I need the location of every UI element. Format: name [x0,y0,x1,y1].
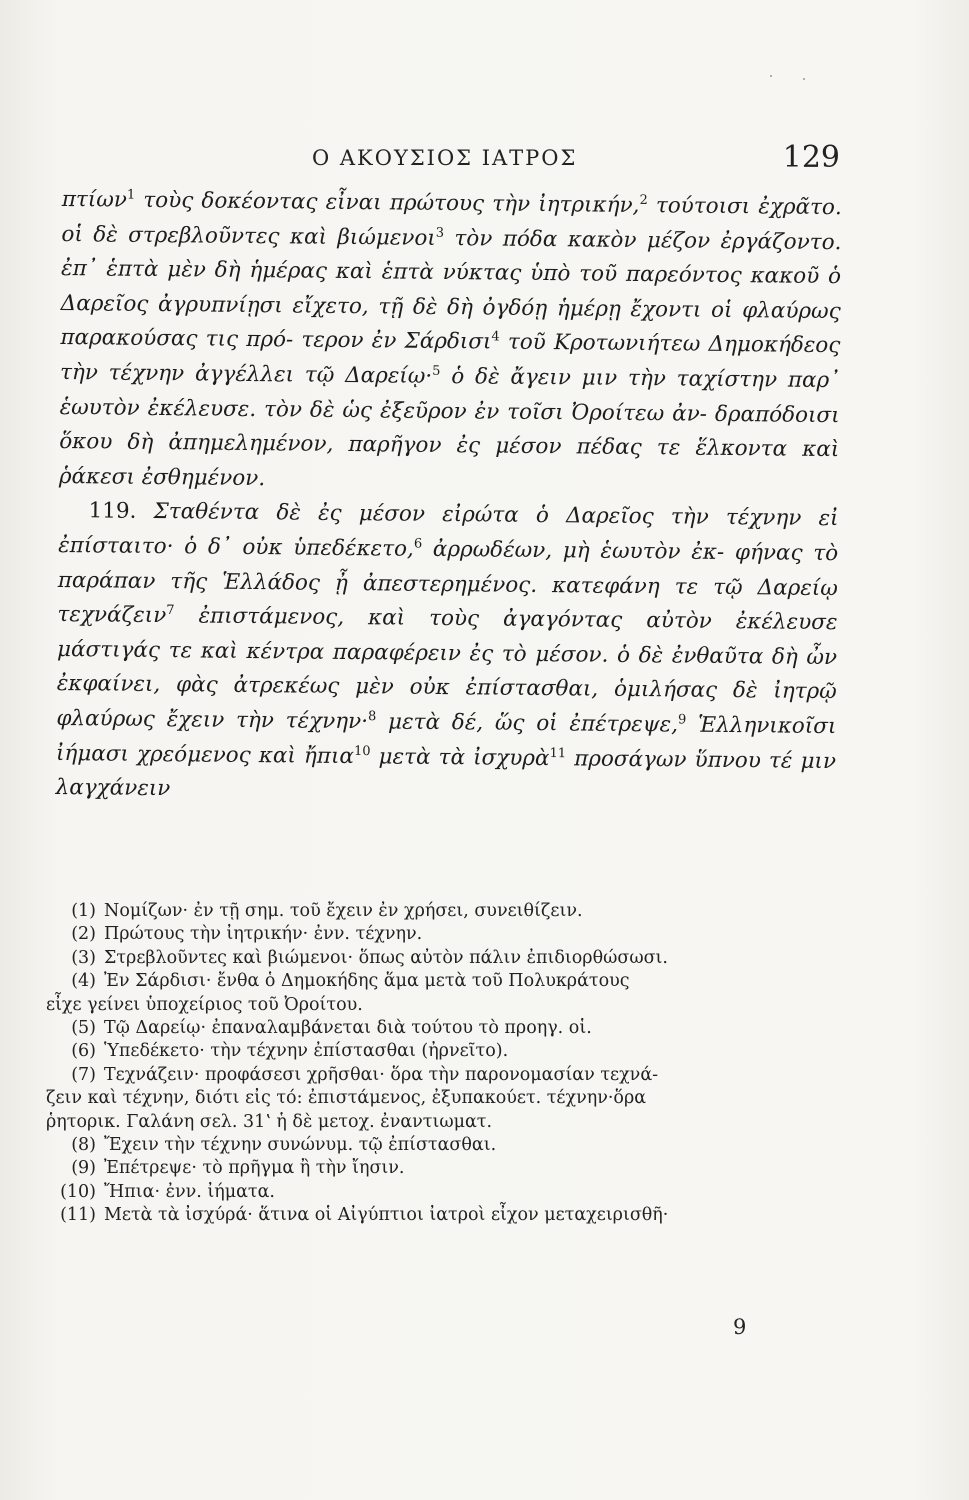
footnote-8: (8) Ἔχειν τὴν τέχνην συνώνυμ. τῷ ἐπίστασθαι. [71,1135,497,1156]
page-header [100,140,840,190]
paper-speck [770,75,772,77]
paper-speck [803,78,805,80]
paragraph-118-end: πτίων$^1$ τοὺς δοκέοντας εἶναι πρώτους τὴν ἰητρικήν,$^2$ τούτοισι ἐχρᾶτο. οἱ δὲ στρεβλοῦντες καὶ βιώμενοι$^3$ τὸν πόδα κακὸν μέζον ἐργάζοντο. ἐπ᾿ ἑπτὰ μὲν δὴ ἡμέρας καὶ ἑπτὰ νύκτας ὑπὸ τοῦ παρεόντος κακοῦ ὁ Δαρεῖος ἀγρυπνίῃσι εἴχετο, τῇ δὲ δὴ ὀγδόῃ ἡμέρῃ ἔχοντι οἱ φλαύρως παρακούσας τις πρό- τερον ἐν Σάρδισι$^4$ τοῦ Κροτωνιήτεω Δημοκήδεος τὴν τέχνην ἀγγέλλει τῷ Δαρείῳ·$^5$ ὁ δὲ ἄγειν μιν τὴν ταχίστην παρ᾿ ἑωυτὸν ἐκέλευσε. τὸν δὲ ὡς ἐξεῦρον ἐν τοῖσι Ὀροίτεω ἀν- δραπόδοισι ὅκου δὴ ἀπημελημένον, παρῆγον ἐς μέσον πέδας τε ἕλκοντα καὶ ῥάκεσι ἐσθημένον. [58,186,842,491]
signature-mark: 9 [733,1315,747,1339]
footnote-11: (11) Μετὰ τὰ ἰσχύρά· ἅτινα οἱ Αἰγύπτιοι ἰατροὶ εἶχον μεταχειρισθῆ· [60,1205,669,1226]
footnote-7-continuation: ζειν καὶ τέχνην, διότι εἰς τό: ἐπιστάμενος, ἐξυπακούετ. τέχνην·ὅρα [46,1088,647,1109]
footnote-5: (5) Τῷ Δαρείῳ· ἐπαναλαμβάνεται διὰ τούτου τὸ προηγ. οἱ. [71,1018,592,1039]
main-text [55,183,841,814]
footnote-4: (4) Ἐν Σάρδισι· ἔνθα ὁ Δημοκήδης ἅμα μετὰ τοῦ Πολυκράτους [71,971,630,992]
footnote-6: (6) Ὑπεδέκετο· τὴν τέχνην ἐπίστασθαι (ἠρνεῖτο). [71,1041,509,1062]
running-title: Ο ΑΚΟΥΣΙΟΣ ΙΑΤΡΟΣ [312,146,578,170]
footnote-9: (9) Ἐπέτρεψε· τὸ πρῆγμα ἢ τὴν ἴησιν. [71,1158,405,1179]
page-number: 129 [782,140,840,175]
footnote-7-continuation-2: ῥητορικ. Γαλάνη σελ. 31ʽ ἡ δὲ μετοχ. ἐναντιωματ. [46,1111,493,1132]
footnote-3: (3) Στρεβλοῦντες καὶ βιώμενοι· ὅπως αὐτὸν πάλιν ἐπιδιορθώσωσι. [71,947,668,968]
footnote-10: (10) Ἤπια· ἐνν. ἰήματα. [60,1181,275,1202]
footnote-4-continuation: εἶχε γείνει ὑποχείριος τοῦ Ὀροίτου. [46,994,363,1015]
footnote-7: (7) Τεχνάζειν· προφάσεσι χρῆσθαι· ὅρα τὴν παρονομασίαν τεχνά- [71,1064,659,1085]
paragraph-119: 119. Σταθέντα δὲ ἐς μέσον εἰρώτα ὁ Δαρεῖος τὴν τέχνην εἰ ἐπίσταιτο· ὁ δ᾿ οὐκ ὑπεδέκετο,$^6$ ἀρρωδέων, μὴ ἑωυτὸν ἐκ- φήνας τὸ παράπαν τῆς Ἑλλάδος ᾖ ἀπεστερημένος. κατεφάνη τε τῷ Δαρείῳ τεχνάζειν$^7$ ἐπιστάμενος, καὶ τοὺς ἀγαγόντας αὐτὸν ἐκέλευσε μάστιγάς τε καὶ κέντρα παραφέρειν ἐς τὸ μέσον. ὁ δὲ ἐνθαῦτα δὴ ὦν ἐκφαίνει, φὰς ἀτρεκέως μὲν οὐκ ἐπίστασθαι, ὁμιλήσας δὲ ἰητρῷ φλαύρως ἔχειν τὴν τέχνην·$^8$ μετὰ δέ, ὥς οἱ ἐπέτρεψε,$^9$ Ἑλληνικοῖσι ἰήμασι χρεόμενος καὶ ἤπια$^{10}$ μετὰ τὰ ἰσχυρὰ$^{11}$ προσάγων ὕπνου τέ μιν λαγχάνειν [55,498,839,802]
section-number: 119. [88,498,137,525]
footnote-2: (2) Πρώτους τὴν ἰητρικήν· ἐνν. τέχνην. [71,924,423,945]
footnotes [46,900,826,1228]
footnote-1: (1) Νομίζων· ἐν τῇ σημ. τοῦ ἔχειν ἐν χρήσει, συνειθίζειν. [71,901,583,921]
